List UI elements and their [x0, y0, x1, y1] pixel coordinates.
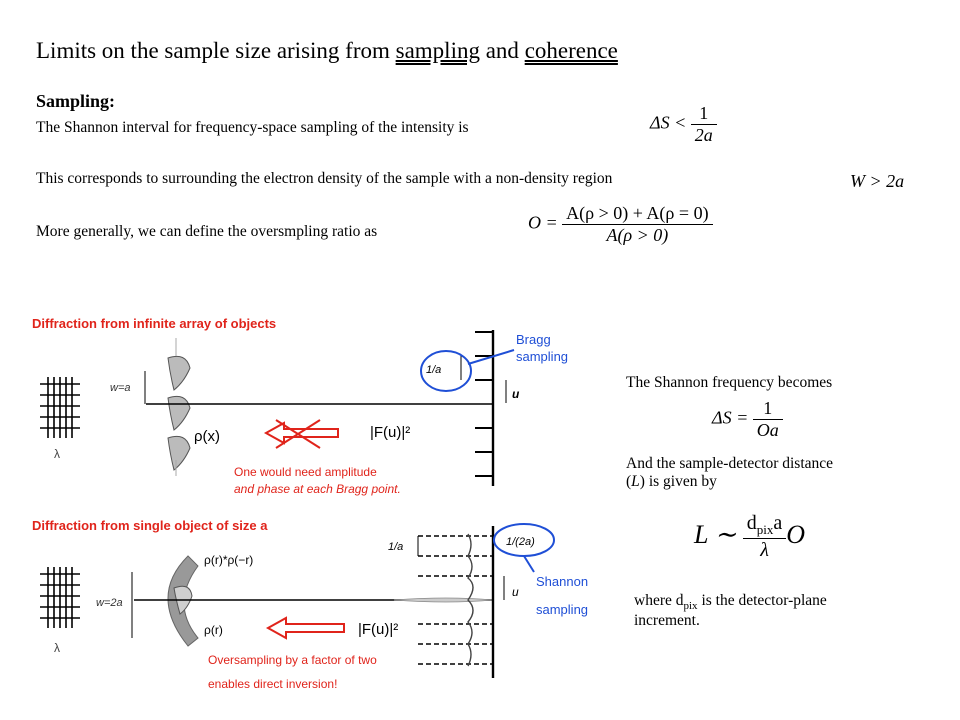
fig2-inv-a: 1/a	[388, 541, 404, 553]
fig1-note-2: and phase at each Bragg point.	[234, 482, 401, 496]
eq3-numerator: A(ρ > 0) + A(ρ = 0)	[562, 203, 712, 225]
fig2-note-1: Oversampling by a factor of two	[208, 653, 377, 667]
shannon-frequency-text: The Shannon frequency becomes	[626, 374, 833, 391]
equation-shannon-frequency	[712, 398, 783, 441]
eq5-sub: pix	[756, 522, 774, 537]
fig1-lambda: λ	[54, 447, 60, 461]
fig2-intensity: |F(u)|²	[358, 621, 399, 638]
fig2-w-label: w=2a	[96, 597, 123, 609]
crossed-arrow-icon	[266, 420, 338, 448]
shannon-interval-text: The Shannon interval for frequency-space sampling of the intensity is	[36, 119, 469, 136]
distance-text	[626, 455, 916, 491]
equation-shannon-interval	[650, 103, 717, 146]
non-density-region-text: This corresponds to surrounding the electron density of the sample with a non-density region	[36, 170, 613, 187]
fig1-bragg-1: Bragg	[516, 332, 551, 347]
page-title	[36, 38, 618, 64]
distance-paren-open: (	[626, 473, 632, 490]
figure-infinite-array	[28, 308, 608, 503]
eq4-denominator: Oa	[756, 420, 779, 440]
eq5-O: O	[786, 519, 806, 549]
eq1-numerator: 1	[691, 103, 717, 125]
distance-text-line2: ) is given by	[639, 473, 717, 490]
fig1-heading: Diffraction from infinite array of objects	[32, 316, 277, 331]
fig2-autocorr: ρ(r)*ρ(−r)	[204, 553, 254, 567]
eq5-denominator: λ	[760, 539, 769, 561]
eq3-denominator: A(ρ > 0)	[606, 225, 669, 245]
periodic-objects-icon	[168, 356, 190, 470]
fig2-inv-2a: 1/(2a)	[506, 536, 535, 548]
title-coherence: coherence	[524, 38, 618, 63]
where-text	[634, 592, 918, 630]
fig1-rho: ρ(x)	[194, 428, 221, 445]
fig1-bragg-pointer	[468, 350, 514, 364]
incident-wave-icon	[40, 377, 80, 438]
where-text-start: where d	[634, 592, 684, 609]
red-arrow-icon	[268, 618, 344, 638]
sampling-heading: Sampling:	[36, 91, 116, 111]
incident-wave-icon-2	[40, 567, 80, 628]
distance-text-line1: And the sample-detector distance	[626, 455, 834, 472]
where-text-end: is the detector-plane	[697, 592, 827, 609]
eq4-numerator: 1	[753, 398, 783, 420]
equation-w-gt-2a: W > 2a	[850, 171, 905, 191]
eq5-lhs: L ∼	[694, 519, 737, 549]
fig1-note-1: One would need amplitude	[234, 465, 377, 479]
fig2-rho: ρ(r)	[204, 623, 223, 637]
equation-detector-distance	[694, 512, 805, 562]
fig1-inv-a: 1/a	[426, 364, 442, 376]
figure-single-object	[28, 512, 608, 712]
eq3-lhs: O =	[528, 212, 558, 233]
fig1-bragg-2: sampling	[516, 349, 569, 364]
fig2-shannon-2: sampling	[536, 602, 589, 617]
oversampling-ratio-text: More generally, we can define the oversmpling ratio as	[36, 223, 378, 240]
fig1-intensity: |F(u)|²	[370, 424, 411, 441]
eq5-d: d	[746, 512, 757, 534]
fig1-w-label: w=a	[110, 382, 131, 394]
fig2-forward-beam	[394, 598, 493, 602]
eq5-a: a	[773, 512, 783, 534]
eq4-lhs: ΔS =	[712, 407, 749, 428]
eq1-lhs: ΔS <	[650, 112, 687, 133]
where-text-line2: increment.	[634, 612, 700, 630]
where-sub: pix	[683, 600, 698, 613]
title-prefix: Limits on the sample size arising from	[36, 38, 396, 63]
title-middle: and	[479, 38, 525, 63]
fig2-lambda: λ	[54, 641, 60, 655]
fig1-u: u	[512, 387, 520, 401]
distance-L: L	[631, 473, 640, 490]
title-sampling: sampling	[395, 38, 480, 63]
equation-oversampling-ratio	[528, 203, 713, 246]
fig2-heading: Diffraction from single object of size a	[32, 518, 268, 533]
fig2-shannon-1: Shannon	[536, 574, 589, 589]
fig2-shannon-pointer	[524, 556, 534, 572]
fig2-note-2: enables direct inversion!	[208, 677, 338, 691]
fig2-u: u	[512, 585, 519, 599]
eq1-denominator: 2a	[694, 125, 713, 145]
